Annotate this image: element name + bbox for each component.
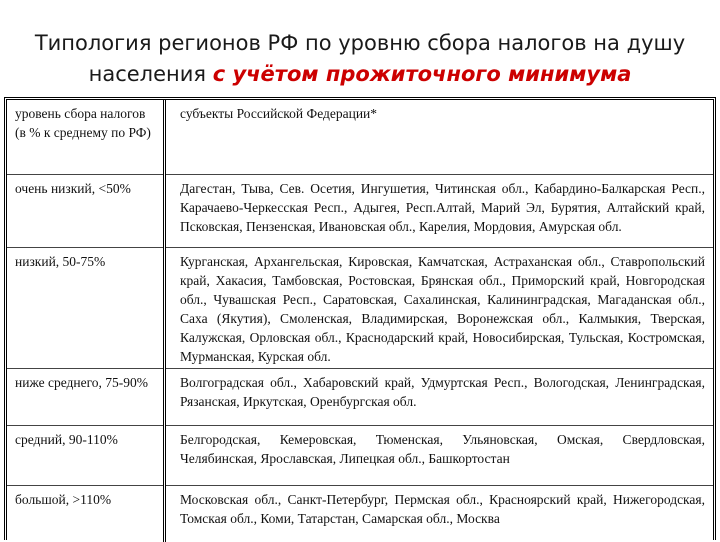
slide-title: [0, 28, 720, 90]
header-level: уровень сбора налогов (в % к среднему по РФ): [7, 100, 165, 175]
row-regions: Белгородская, Кемеровская, Тюменская, Ульяновская, Омская, Свердловская, Челябинская, Ярославская, Липецкая обл., Башкортостан: [165, 426, 714, 486]
row-level: очень низкий, <50%: [7, 175, 165, 248]
row-level: средний, 90-110%: [7, 426, 165, 486]
table-row: [7, 486, 713, 542]
row-regions: Волгоградская обл., Хабаровский край, Удмуртская Респ., Вологодская, Ленинградская, Рязанская, Иркутская, Оренбургская обл.: [165, 369, 714, 426]
title-accent: с учётом прожиточного минимума: [213, 62, 632, 86]
row-regions: Московская обл., Санкт-Петербург, Пермская обл., Красноярский край, Нижегородская, Томская обл., Коми, Татарстан, Самарская обл., Москва: [165, 486, 714, 542]
header-regions: субъекты Российской Федерации*: [165, 100, 714, 175]
row-regions: Дагестан, Тыва, Сев. Осетия, Ингушетия, Читинская обл., Кабардино-Балкарская Респ., Карачаево-Черкесская Респ., Адыгея, Респ.Алтай, Марий Эл, Бурятия, Алтайский край, Псковская, Пензенская, Ивановская обл., Карелия, Мордовия, Амурская обл.: [165, 175, 714, 248]
table-row: [7, 175, 713, 248]
title-line-2: [0, 59, 720, 90]
table-row: [7, 248, 713, 369]
typology-table: [7, 100, 713, 542]
title-line-1: Типология регионов РФ по уровню сбора налогов на душу: [0, 28, 720, 59]
row-regions: Курганская, Архангельская, Кировская, Камчатская, Астраханская обл., Ставропольский край, Хакасия, Тамбовская, Ростовская, Брянская обл., Приморский край, Новгородская обл., Чувашская Респ., Саратовская, Сахалинская, Калининградская, Магаданская обл., Саха (Якутия), Смоленская, Владимирская, Воронежская обл., Калмыкия, Тверская, Калужская, Орловская обл., Краснодарский край, Новосибирская, Тульская, Костромская, Мурманская, Курская обл.: [165, 248, 714, 369]
row-level: низкий, 50-75%: [7, 248, 165, 369]
table-header-row: [7, 100, 713, 175]
title-line-2-plain: населения: [89, 62, 213, 86]
row-level: большой, >110%: [7, 486, 165, 542]
row-level: ниже среднего, 75-90%: [7, 369, 165, 426]
table-row: [7, 369, 713, 426]
table-row: [7, 426, 713, 486]
regions-table: [4, 97, 716, 540]
